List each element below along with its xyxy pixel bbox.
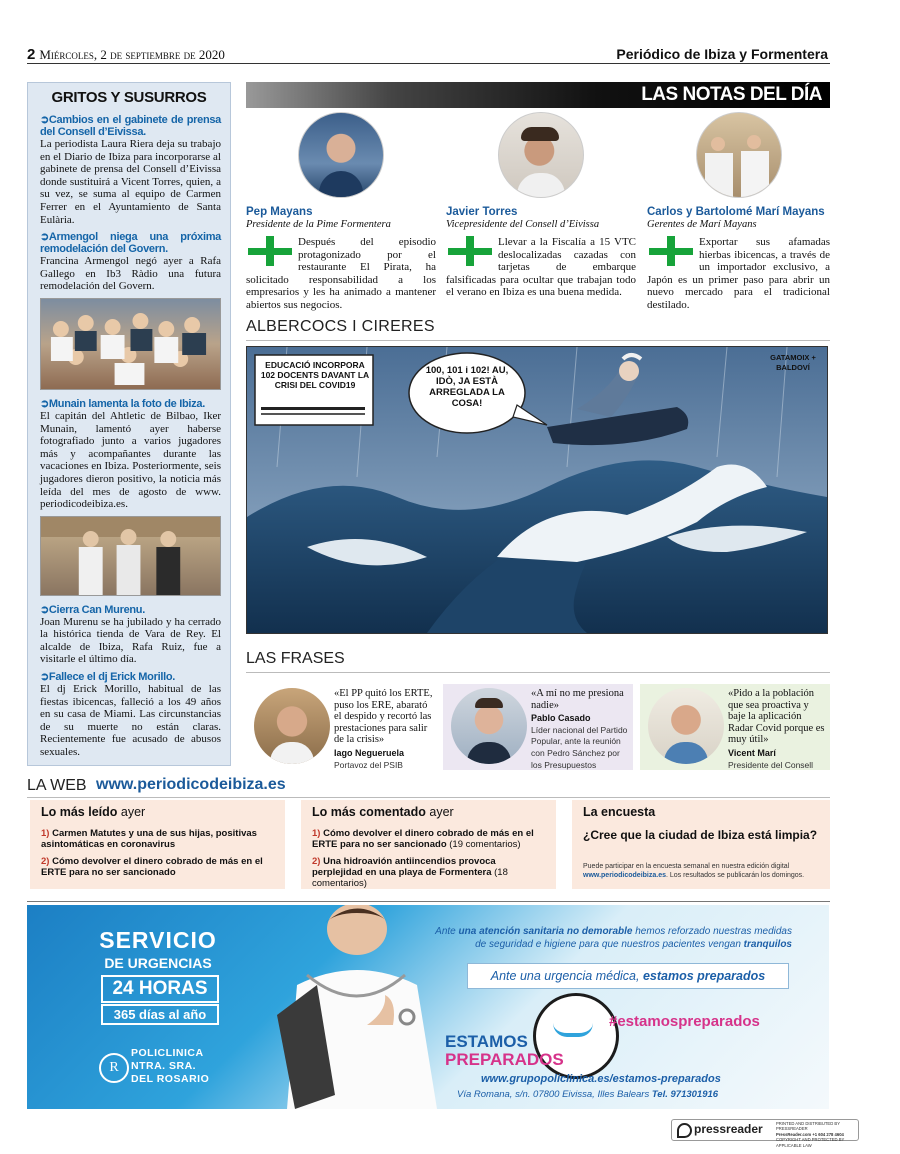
ad-big-line: ESTAMOS <box>445 1032 528 1051</box>
cartoon-bubble-text: 100, 101 i 102! AU, IDÒ, JA ESTÀ ARREGLADA LA COSA! <box>425 365 509 409</box>
frase-author: Iago Negueruela <box>334 747 405 758</box>
albercocs-title: ALBERCOCS I CIRERES <box>246 318 435 335</box>
frase-position: Líder nacional del Partido Popular, ante la reunión con Pedro Sánchez por los Presupuestos <box>531 724 628 770</box>
frase-card <box>443 684 633 770</box>
ad-top-text-part: Ante <box>435 926 459 937</box>
most-commented-box <box>301 800 556 889</box>
ad-top-text-bold: tranquilos <box>743 939 792 950</box>
ad-line-24h: 24 HORAS <box>101 975 219 1003</box>
plus-icon <box>649 236 693 266</box>
gritos-item-head: ➲Armengol niega una próxima remodelación del Govern. <box>40 231 221 256</box>
ad-brand <box>131 1047 209 1086</box>
frase-position: Portavoz del PSIB <box>334 759 403 770</box>
most-read-title <box>41 805 274 819</box>
gritos-item-body: Joan Murenu se ha jubilado y ha cerrado la histórica tienda de Vara de Rey. El alcalde de Ibiza, Rafa Ruiz, fue a visitarle el último día. <box>40 615 221 666</box>
cartoon-signature: GATAMOIX + BALDOVÍ <box>770 353 816 372</box>
group-beach-photo <box>40 298 221 390</box>
nota-text-body: Llevar a la Fiscalía a 15 VTC deslocalizadas cazadas con tarjetas de embarque falsificadas para ocultar que trabajan todo el verano en Ibiza es una buena medida. <box>446 236 636 299</box>
gritos-item-body: El capitán del Ahtletic de Bilbao, Iker Munain, lamentó ayer haberse fotografiado junto a varios jugadores más y acompañantes durante las vacaciones en Ibiza. Posteriormente, seis jugadores dieron positivo, la noticia más leída del mes de agosto de www. periodicodeibiza.es. <box>40 409 221 511</box>
item-text: Una hidroavión antiincendios provoca perplejidad en una playa de Formentera <box>312 856 496 878</box>
plus-icon <box>248 236 292 266</box>
item-comment-count: (18 comentarios) <box>312 867 508 889</box>
frase-position: Presidente del Consell <box>728 759 814 770</box>
nota-role: Vicepresidente del Consell d’Eivissa <box>446 219 600 230</box>
ad-urgency-bold: estamos preparados <box>642 969 766 983</box>
frase-text <box>728 688 828 771</box>
ad-top-text <box>407 925 792 951</box>
pressreader-icon <box>677 1123 692 1138</box>
frase-quote: «El PP quitó los ERTE, puso los ERE, abarató el despido y recortó las prestaciones para salir de la crisis» <box>334 688 433 746</box>
cartoon-sign-text: EDUCACIÓ INCORPORA 102 DOCENTS DAVANT LA CRISI DEL COVID19 <box>260 360 370 390</box>
poll-question[interactable]: ¿Cree que la ciudad de Ibiza está limpia? <box>583 828 818 842</box>
pressreader-name: pressreader <box>694 1122 763 1136</box>
ad-line-urgencias: DE URGENCIAS <box>104 955 212 971</box>
most-read-subtitle: ayer <box>120 805 146 819</box>
item-comment-count: (19 comentarios) <box>449 839 521 850</box>
ad-urgency-box <box>467 963 789 989</box>
frase-card <box>246 684 436 770</box>
frase-card <box>640 684 830 770</box>
frase-portrait <box>254 688 330 764</box>
frase-quote: «Pido a la población que sea proactiva y baje la aplicación Radar Covid porque es muy útil» <box>728 688 825 746</box>
ad-hashtag: #estamospreparados <box>609 1013 760 1030</box>
web-url-link[interactable]: www.periodicodeibiza.es <box>96 776 286 793</box>
pressreader-fine-line: COPYRIGHT AND PROTECTED BY APPLICABLE LAW <box>776 1137 845 1148</box>
item-text: Cómo devolver el dinero cobrado de más en el ERTE para no ser sancionado <box>41 856 263 878</box>
gritos-item <box>28 231 230 293</box>
cartoon-illustration <box>246 346 828 634</box>
frase-portrait <box>648 688 724 764</box>
nota-role: Gerentes de Marí Mayans <box>647 219 757 230</box>
newspaper-name: Periódico de Ibiza y Formentera <box>616 46 828 62</box>
nota-name: Carlos y Bartolomé Marí Mayans <box>647 206 825 218</box>
web-rule <box>27 797 830 798</box>
nota-name: Javier Torres <box>446 206 518 218</box>
gritos-item <box>28 114 230 226</box>
gritos-column <box>27 82 231 766</box>
nota-portrait <box>498 112 584 198</box>
most-read-title-text: Lo más leído <box>41 805 118 819</box>
item-number: 1) <box>312 828 321 839</box>
gritos-item-head: ➲Cierra Can Murenu. <box>40 603 145 616</box>
plus-icon <box>448 236 492 266</box>
notas-title: LAS NOTAS DEL DÍA <box>641 84 822 105</box>
nota-text <box>446 236 636 299</box>
frase-quote: «A mí no me presiona nadie» <box>531 688 624 711</box>
pressreader-badge[interactable] <box>671 1119 859 1148</box>
gritos-item-head: ➲Munain lamenta la foto de Ibiza. <box>40 397 205 410</box>
nota-name: Pep Mayans <box>246 206 313 218</box>
frase-author: Pablo Casado <box>531 713 591 724</box>
policlinica-logo-icon: R <box>99 1053 129 1083</box>
nota-role: Presidente de la Pime Formentera <box>246 219 391 230</box>
poll-note-text: Puede participar en la encuesta semanal en nuestra edición digital <box>583 863 790 870</box>
ad-top-text-part: hemos reforzado nuestras medidas <box>632 926 792 937</box>
albercocs-rule <box>246 340 830 341</box>
poll-box <box>572 800 830 889</box>
most-read-item[interactable] <box>41 828 274 850</box>
frases-rule <box>246 672 830 673</box>
most-read-item[interactable] <box>41 856 274 878</box>
gritos-item-body: Francina Armengol negó ayer a Rafa Gallego en Ib3 Ràdio una futura remodelación del Govern. <box>40 255 221 293</box>
pressreader-fine-print <box>776 1121 858 1148</box>
ad-website[interactable]: www.grupopoliclinica.es/estamos-preparados <box>481 1073 721 1085</box>
gritos-item <box>28 604 230 666</box>
ad-top-text-bold: una atención sanitaria no demorable <box>458 926 633 937</box>
poll-note-end: . Los resultados se publicarán los domingos. <box>665 872 805 879</box>
section-rule <box>27 901 830 902</box>
issue-date: Miércoles, 2 de septiembre de 2020 <box>39 47 225 62</box>
poll-title: La encuesta <box>583 805 656 819</box>
nota-portrait <box>298 112 384 198</box>
most-commented-title-text: Lo más comentado <box>312 805 426 819</box>
gritos-item <box>28 671 230 759</box>
header-rule <box>27 63 830 64</box>
gritos-item-head: ➲Fallece el dj Erick Morillo. <box>40 671 176 684</box>
most-commented-title <box>312 805 545 819</box>
ad-urgency-text: Ante una urgencia médica, <box>490 969 643 983</box>
item-text: Cómo devolver el dinero cobrado de más en el ERTE para no ser sancionado <box>312 828 534 850</box>
ad-address <box>457 1089 718 1100</box>
gritos-title: GRITOS Y SUSURROS <box>51 89 207 106</box>
most-read-box <box>30 800 285 889</box>
nota-item <box>647 112 830 312</box>
notas-header-bar <box>246 82 830 108</box>
ad-top-text-part: de seguridad e higiene para que nuestros pacientes vengan <box>475 939 744 950</box>
web-section-label: LA WEB <box>27 777 87 794</box>
nota-item <box>446 112 636 299</box>
frase-portrait <box>451 688 527 764</box>
ad-line-365: 365 días al año <box>101 1004 219 1025</box>
pressreader-fine-line: PressReader.com +1 604 278 4604 <box>776 1131 844 1137</box>
ad-brand-line: NTRA. SRA. <box>131 1060 197 1072</box>
item-number: 2) <box>312 856 321 867</box>
nota-text-body: Exportar sus afamadas hierbas ibicencas, a través de un importador exclusivo, a Japón es un primer paso para abrir un nuevo mercado para el tradicional destilado. <box>647 236 830 311</box>
poll-note-url[interactable]: www.periodicodeibiza.es <box>583 872 666 879</box>
most-commented-item[interactable] <box>312 828 545 850</box>
page-header-left <box>27 46 225 63</box>
nota-text <box>246 236 436 312</box>
nota-item <box>246 112 436 312</box>
poll-note <box>583 862 819 880</box>
gritos-item-head: ➲Cambios en el gabinete de prensa del Consell d’Eivissa. <box>40 114 221 138</box>
frase-text <box>531 688 631 771</box>
frase-author: Vicent Marí <box>728 747 776 758</box>
page-number: 2 <box>27 46 36 63</box>
ad-address-text: Vía Romana, s/n. 07800 Eivissa, Illes Balears <box>457 1089 652 1100</box>
shop-photo <box>40 516 221 596</box>
gritos-item <box>28 398 230 511</box>
policlinica-advertisement[interactable] <box>27 905 829 1109</box>
nota-portrait <box>696 112 782 198</box>
gritos-item-body: El dj Erick Morillo, habitual de las fiestas ibicencas, falleció a los 49 años en su casa de Miami. Las circunstancias de su muerte no están claras. Recientemente fue acusado de abusos sexuales. <box>40 683 221 759</box>
ad-big-line: PREPARADOS <box>445 1050 564 1069</box>
frase-text <box>334 688 434 771</box>
frases-title: LAS FRASES <box>246 650 345 667</box>
most-commented-item[interactable] <box>312 856 545 889</box>
ad-line-servicio: SERVICIO <box>99 927 217 953</box>
item-text: Carmen Matutes y una de sus hijas, positivas asintomáticas en coronavirus <box>41 828 257 850</box>
item-number: 1) <box>41 828 50 839</box>
pressreader-fine-line: PRINTED AND DISTRIBUTED BY PRESSREADER <box>776 1121 840 1132</box>
ad-brand-line: DEL ROSARIO <box>131 1073 210 1085</box>
ad-brand-line: POLICLINICA <box>131 1047 204 1059</box>
gritos-item-body: La periodista Laura Riera deja su trabajo en el Diario de Ibiza para incorporarse al gabinete de prensa del Consell d’Eivissa donde sustituirá a Vicent Torres, quien, a su vez, se suma al equipo de Carmen Ferrer en el Ayuntamiento de Santa Eulària. <box>40 138 221 226</box>
nota-text-body: Después del episodio protagonizado por el restaurante El Pirata, ha solicitado responsabilidad a los empresarios y les ha animado a mantener abiertos sus negocios. <box>246 236 436 311</box>
item-number: 2) <box>41 856 50 867</box>
ad-phone: Tel. 971301916 <box>651 1089 719 1100</box>
ad-big-text <box>445 1033 564 1069</box>
nota-text <box>647 236 830 312</box>
most-commented-subtitle: ayer <box>429 805 454 819</box>
